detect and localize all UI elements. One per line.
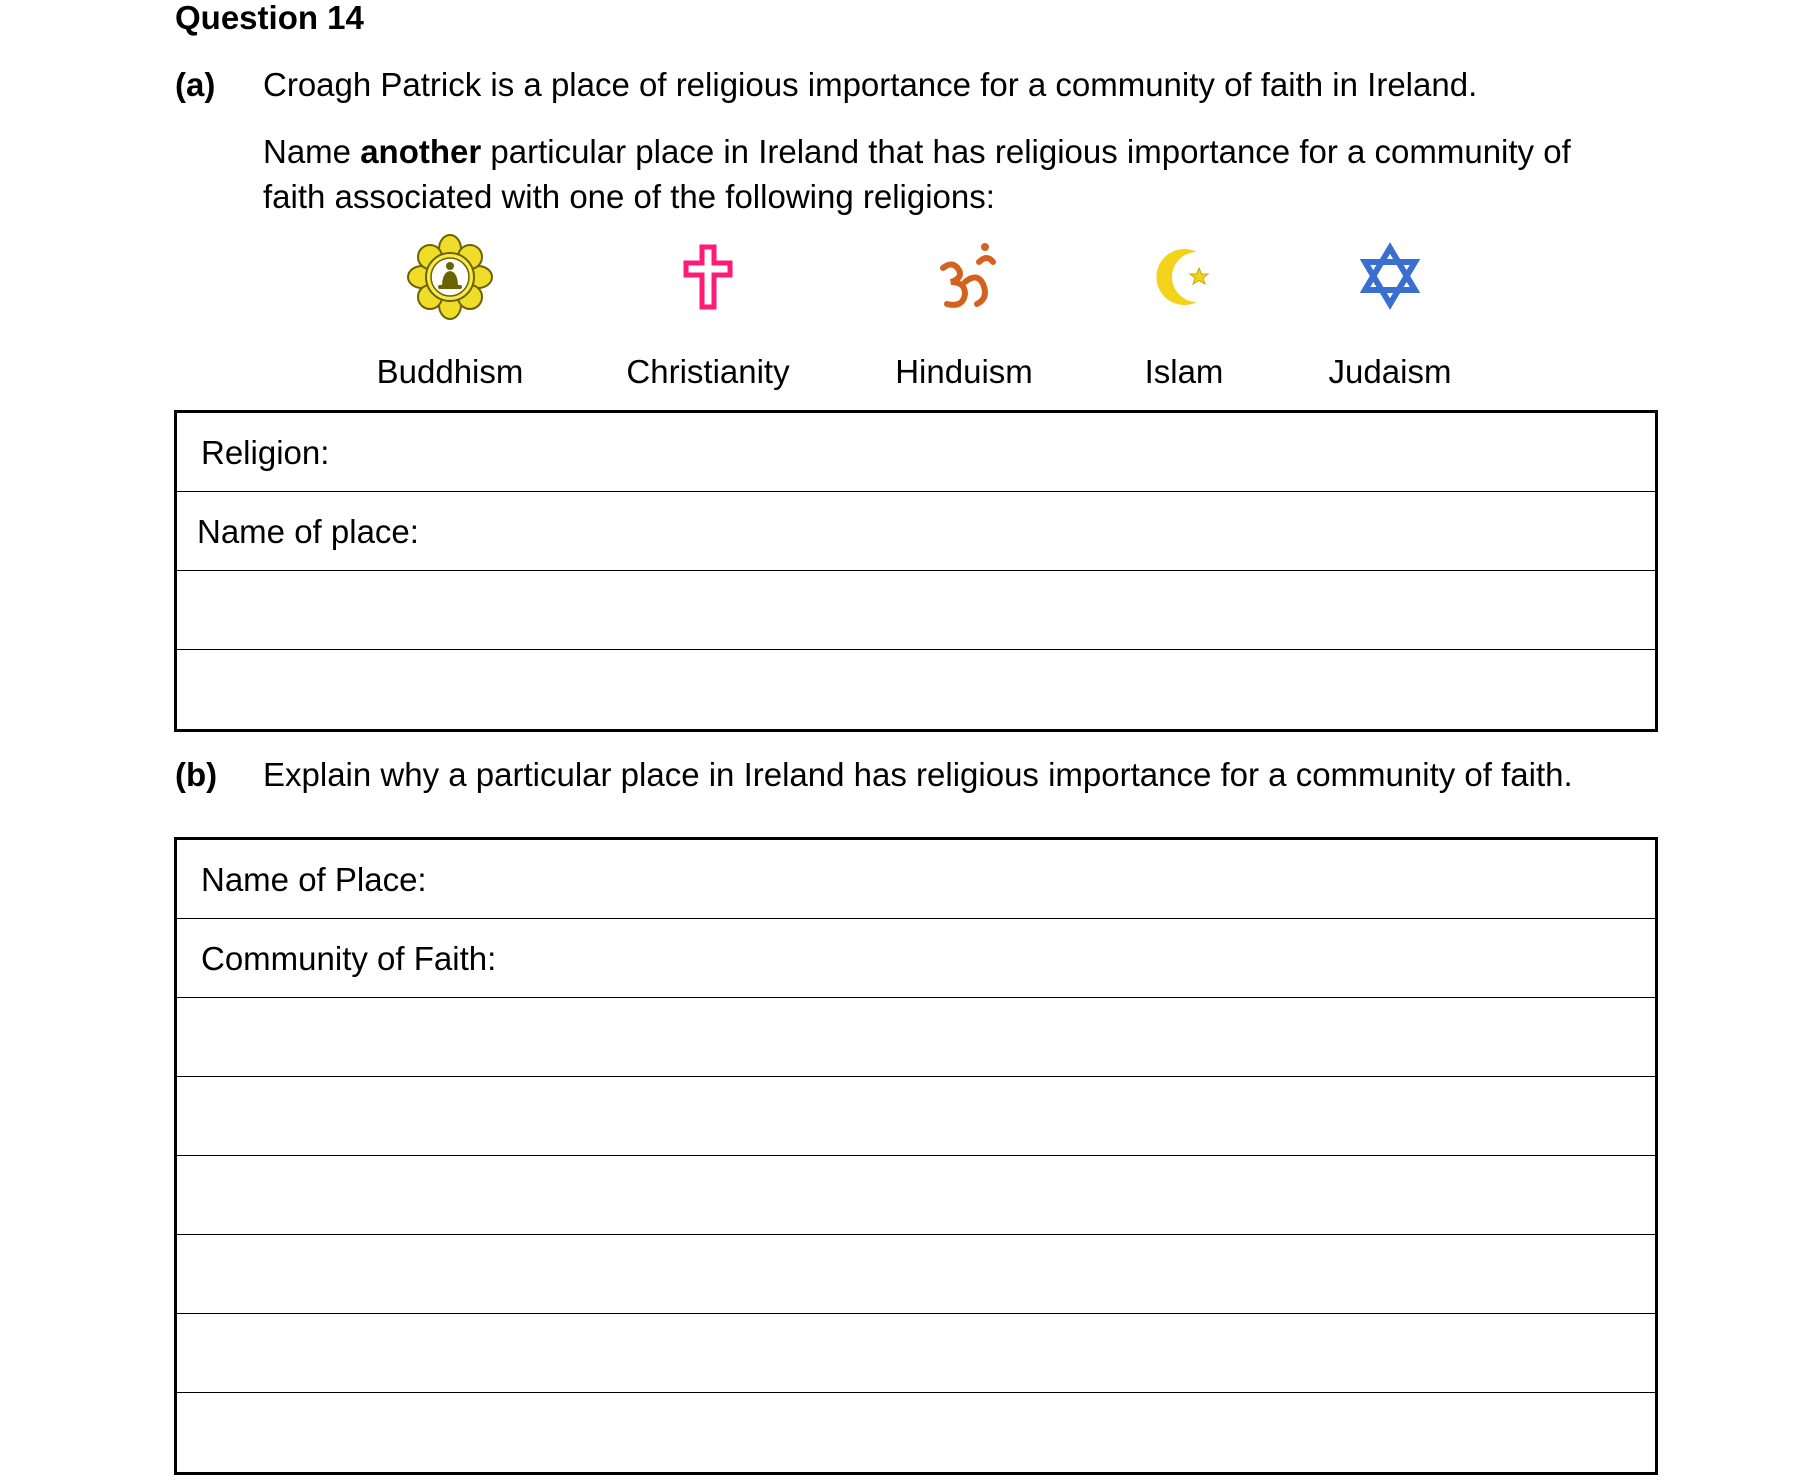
part-a-intro: Croagh Patrick is a place of religious importance for a community of faith in Ireland. — [263, 66, 1478, 103]
crescent-star-icon — [1139, 232, 1229, 322]
answer-row-blank[interactable] — [177, 998, 1655, 1077]
religion-field-label: Religion: — [201, 434, 330, 471]
answer-row-community-of-faith[interactable] — [177, 919, 1655, 998]
part-b-label: (b) — [175, 756, 218, 793]
part-a-label: (a) — [175, 66, 216, 103]
religion-label-islam: Islam — [1144, 353, 1224, 390]
answer-row-name-of-place[interactable] — [177, 840, 1655, 919]
answer-row-blank[interactable] — [177, 1077, 1655, 1156]
religion-label-hinduism: Hinduism — [895, 353, 1033, 390]
star-of-david-icon — [1345, 232, 1435, 322]
part-a-answer-box — [174, 410, 1658, 732]
religion-label-christianity: Christianity — [626, 353, 790, 390]
religion-hinduism — [864, 232, 1064, 392]
answer-row-blank[interactable] — [177, 1235, 1655, 1314]
part-b-question: Explain why a particular place in Ireland has religious importance for a community of faith. — [263, 756, 1573, 793]
religion-judaism — [1290, 232, 1490, 392]
part-a-instruction — [263, 129, 1571, 219]
community-of-faith-field-label: Community of Faith: — [201, 940, 497, 977]
answer-row-blank[interactable] — [177, 571, 1655, 650]
name-of-place-field-label: Name of Place: — [201, 861, 427, 898]
part-a-instruction-post: particular place in Ireland that has religious importance for a community of — [481, 133, 1571, 170]
answer-row-blank[interactable] — [177, 1156, 1655, 1235]
name-of-place-field-label: Name of place: — [197, 513, 419, 550]
answer-row-blank[interactable] — [177, 1393, 1655, 1472]
religion-islam — [1084, 232, 1284, 392]
om-icon — [919, 232, 1009, 322]
part-a-instruction-bold: another — [360, 133, 482, 170]
part-b-answer-box — [174, 837, 1658, 1475]
cross-icon — [663, 232, 753, 322]
part-a-instruction-line3: faith associated with one of the following religions: — [263, 178, 995, 215]
religion-label-buddhism: Buddhism — [376, 353, 524, 390]
answer-row-blank[interactable] — [177, 1314, 1655, 1393]
answer-row-blank[interactable] — [177, 650, 1655, 729]
religion-label-judaism: Judaism — [1328, 353, 1452, 390]
part-a-instruction-pre: Name — [263, 133, 361, 170]
religion-buddhism — [350, 232, 550, 392]
question-title: Question 14 — [175, 0, 364, 36]
answer-row-religion[interactable] — [177, 413, 1655, 492]
religion-christianity — [608, 232, 808, 392]
buddhism-lotus-icon — [405, 232, 495, 322]
answer-row-name-of-place[interactable] — [177, 492, 1655, 571]
